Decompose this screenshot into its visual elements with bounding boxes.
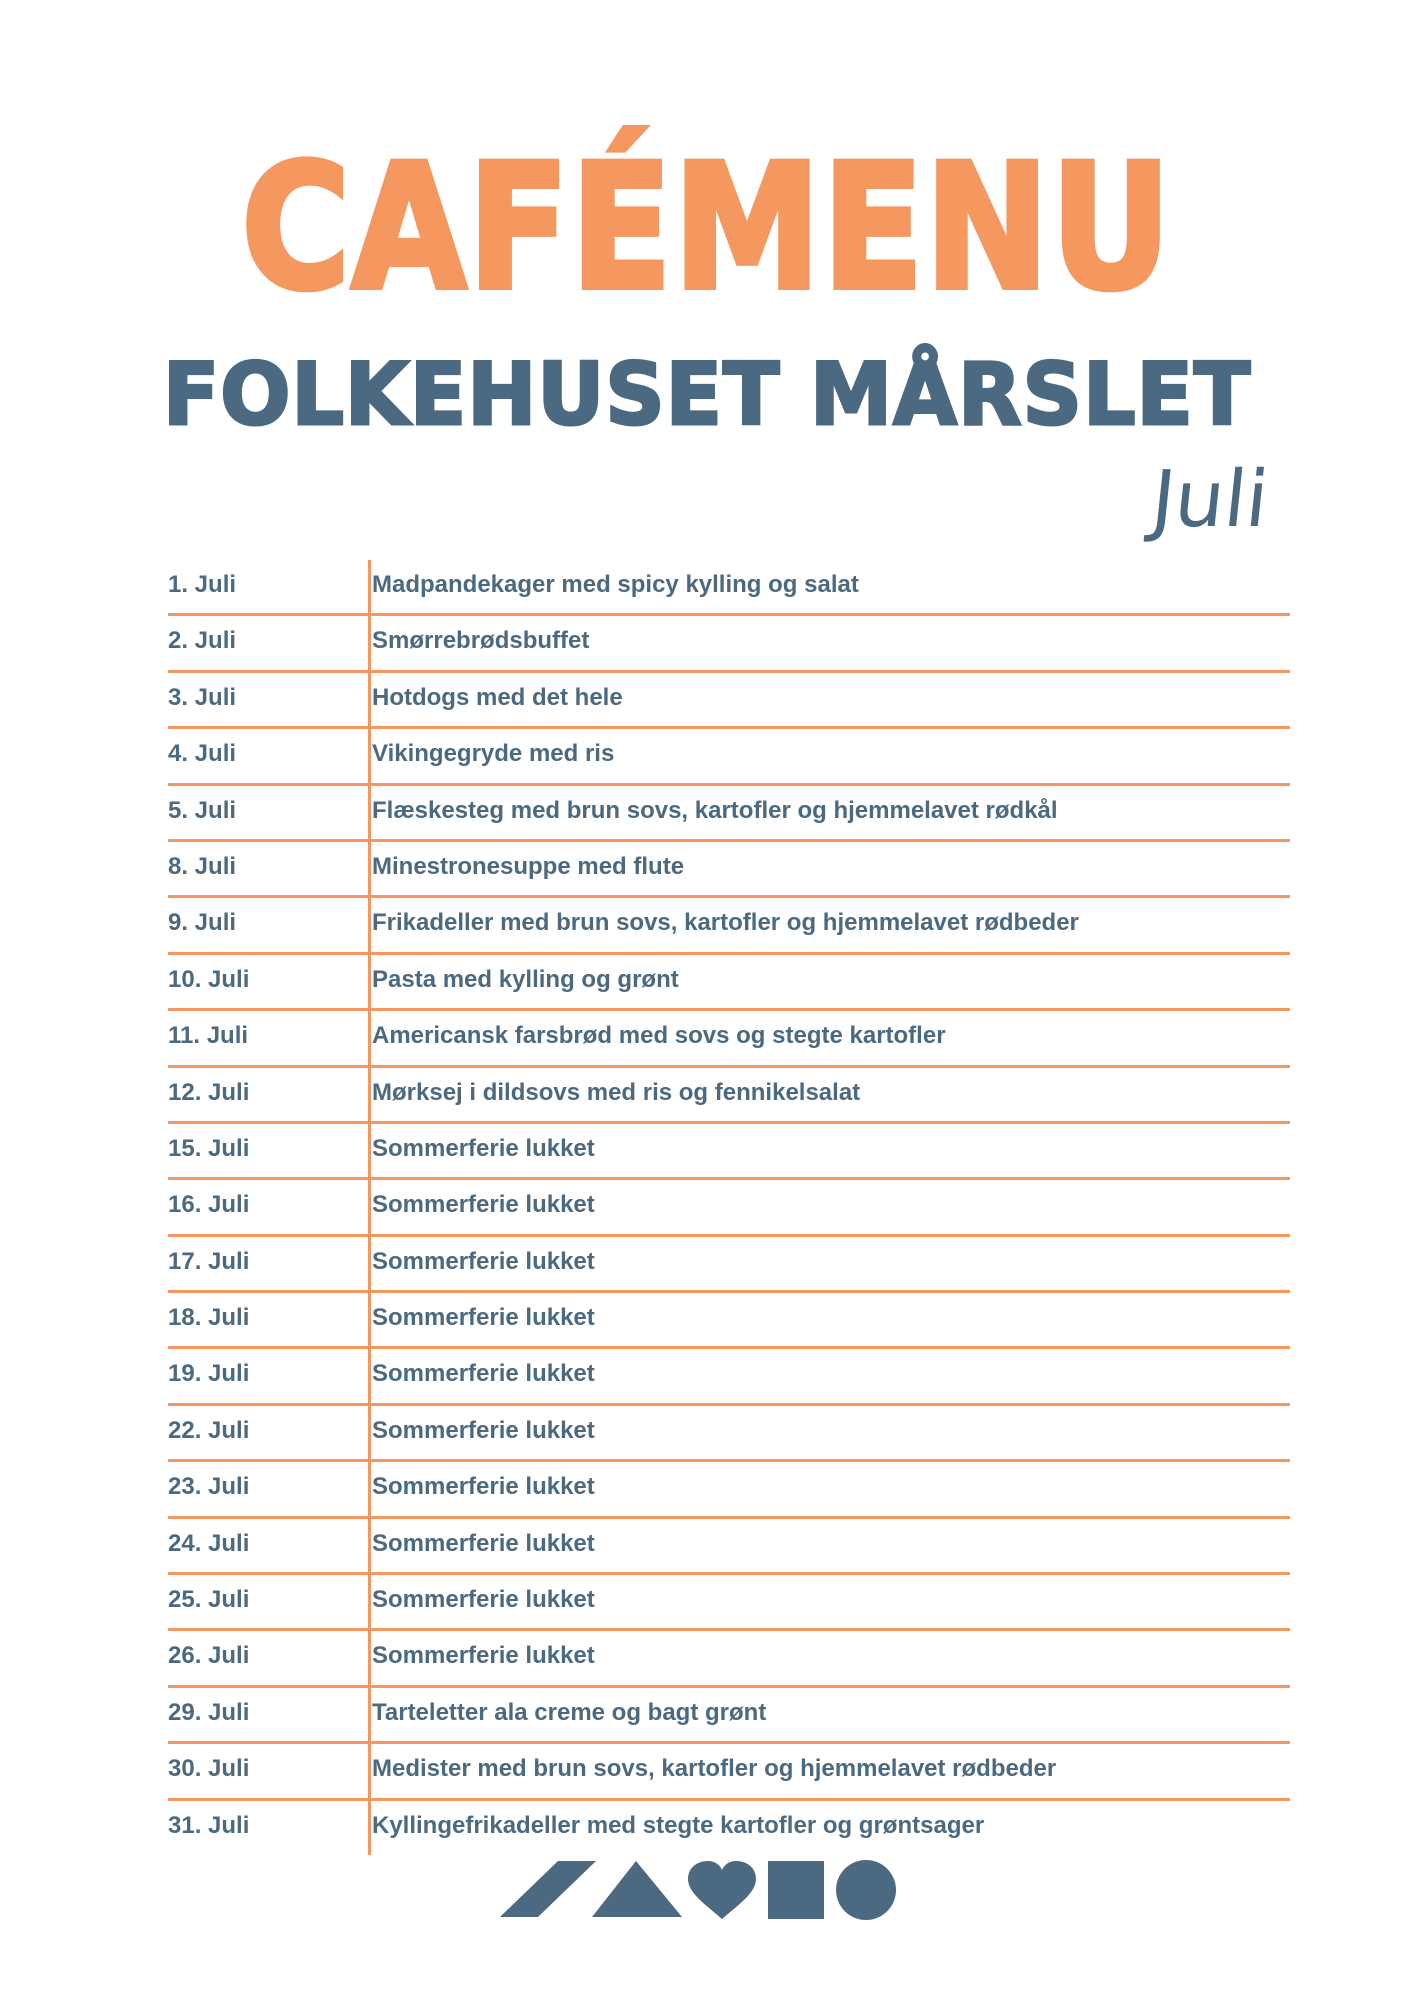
menu-row xyxy=(168,1688,1290,1744)
menu-dish: Pasta med kylling og grønt xyxy=(372,965,679,993)
menu-row xyxy=(168,1519,1290,1575)
heart-icon xyxy=(688,1861,756,1919)
menu-row xyxy=(168,1462,1290,1518)
menu-dish: Sommerferie lukket xyxy=(372,1134,595,1162)
menu-date: 29. Juli xyxy=(168,1698,250,1726)
circle-icon xyxy=(836,1860,896,1920)
page-title: CAFÉMENU xyxy=(241,127,1173,328)
menu-dish: Mørksej i dildsovs med ris og fennikelsalat xyxy=(372,1078,861,1106)
menu-dish: Sommerferie lukket xyxy=(372,1191,595,1219)
menu-dish: Kyllingefrikadeller med stegte kartofler og grøntsager xyxy=(372,1811,985,1839)
logo xyxy=(500,1855,920,1925)
menu-list xyxy=(168,560,1290,1857)
menu-date: 11. Juli xyxy=(168,1022,249,1050)
menu-date: 9. Juli xyxy=(168,909,237,937)
menu-dish: Sommerferie lukket xyxy=(372,1473,595,1501)
menu-dish: Hotdogs med det hele xyxy=(372,683,623,711)
menu-row xyxy=(168,1011,1290,1067)
menu-row xyxy=(168,1180,1290,1236)
menu-dish: Sommerferie lukket xyxy=(372,1360,595,1388)
menu-date: 25. Juli xyxy=(168,1586,250,1614)
menu-date: 23. Juli xyxy=(168,1473,250,1501)
menu-date: 12. Juli xyxy=(168,1078,250,1106)
menu-row xyxy=(168,786,1290,842)
menu-dish: Sommerferie lukket xyxy=(372,1642,595,1670)
menu-row xyxy=(168,898,1290,954)
menu-date: 1. Juli xyxy=(168,571,237,598)
menu-date: 3. Juli xyxy=(168,683,237,711)
menu-dish: Sommerferie lukket xyxy=(372,1586,595,1614)
menu-row xyxy=(168,955,1290,1011)
menu-row xyxy=(168,673,1290,729)
month-label: Juli xyxy=(1147,455,1273,545)
menu-dish: Vikingegryde med ris xyxy=(372,740,615,768)
menu-row xyxy=(168,1631,1290,1687)
menu-date: 17. Juli xyxy=(168,1247,250,1275)
menu-date: 18. Juli xyxy=(168,1304,250,1332)
menu-date: 10. Juli xyxy=(168,965,250,993)
menu-row xyxy=(168,1293,1290,1349)
menu-date: 4. Juli xyxy=(168,740,237,768)
menu-row xyxy=(168,560,1290,616)
menu-dish: Minestronesuppe med flute xyxy=(372,852,685,880)
menu-row xyxy=(168,1575,1290,1631)
parallelogram-icon xyxy=(500,1861,596,1917)
menu-date: 31. Juli xyxy=(168,1811,250,1839)
menu-dish: Smørrebrødsbuffet xyxy=(372,627,590,655)
menu-dish: Sommerferie lukket xyxy=(372,1247,595,1275)
menu-row xyxy=(168,1068,1290,1124)
menu-row xyxy=(168,1237,1290,1293)
menu-row xyxy=(168,616,1290,672)
menu-dish: Frikadeller med brun sovs, kartofler og hjemmelavet rødbeder xyxy=(372,909,1079,937)
menu-date: 26. Juli xyxy=(168,1642,250,1670)
menu-date: 8. Juli xyxy=(168,852,237,880)
menu-date: 19. Juli xyxy=(168,1360,250,1388)
menu-dish: Sommerferie lukket xyxy=(372,1529,595,1557)
menu-row xyxy=(168,1124,1290,1180)
menu-dish: Americansk farsbrød med sovs og stegte kartofler xyxy=(372,1022,946,1050)
menu-dish: Medister med brun sovs, kartofler og hjemmelavet rødbeder xyxy=(372,1755,1057,1783)
menu-date: 5. Juli xyxy=(168,796,237,824)
triangle-icon xyxy=(592,1861,682,1917)
menu-date: 15. Juli xyxy=(168,1134,250,1162)
menu-date: 16. Juli xyxy=(168,1191,250,1219)
menu-row xyxy=(168,1406,1290,1462)
menu-date: 2. Juli xyxy=(168,627,237,655)
menu-dish: Sommerferie lukket xyxy=(372,1304,595,1332)
menu-dish: Madpandekager med spicy kylling og salat xyxy=(372,571,859,598)
venue-name: FOLKEHUSET MÅRSLET xyxy=(162,345,1252,445)
menu-row xyxy=(168,729,1290,785)
menu-date: 30. Juli xyxy=(168,1755,250,1783)
menu-date: 22. Juli xyxy=(168,1416,250,1444)
menu-row xyxy=(168,1801,1290,1857)
menu-dish: Tarteletter ala creme og bagt grønt xyxy=(372,1698,767,1726)
menu-row xyxy=(168,842,1290,898)
menu-row xyxy=(168,1744,1290,1800)
menu-row xyxy=(168,1349,1290,1405)
menu-dish: Sommerferie lukket xyxy=(372,1416,595,1444)
menu-date: 24. Juli xyxy=(168,1529,250,1557)
menu-dish: Flæskesteg med brun sovs, kartofler og hjemmelavet rødkål xyxy=(372,796,1058,824)
square-icon xyxy=(768,1861,824,1919)
